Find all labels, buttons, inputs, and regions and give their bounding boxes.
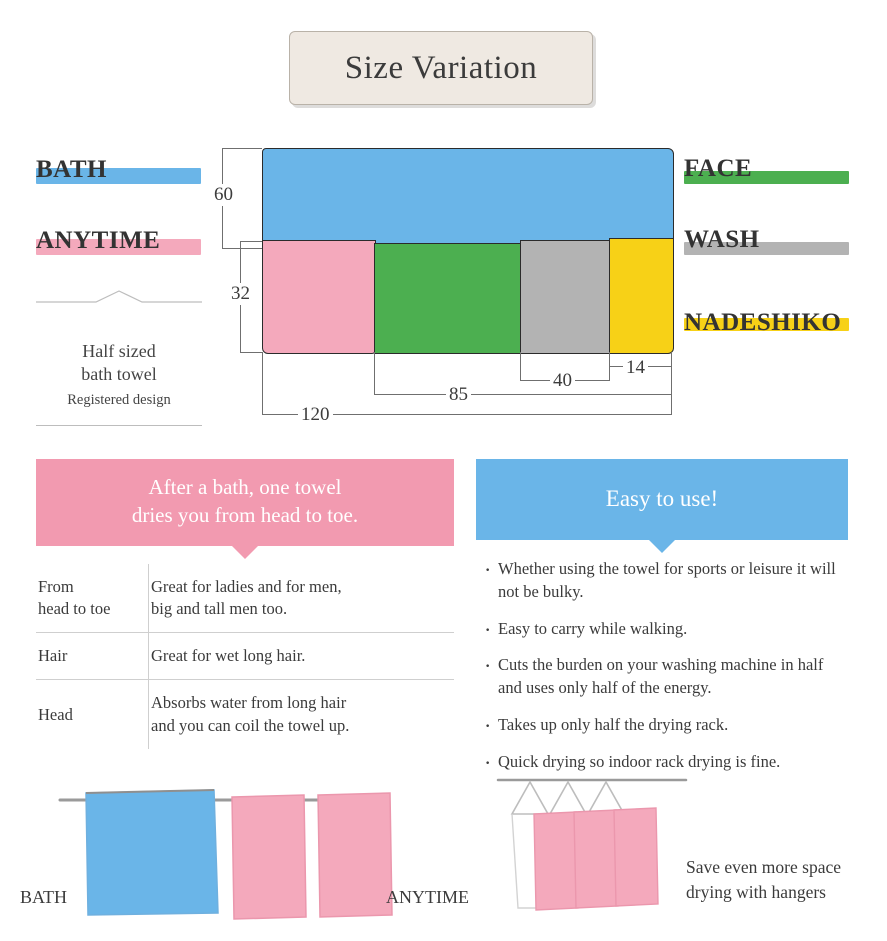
dim-value-40: 40	[550, 370, 575, 392]
towel-block-wash	[520, 240, 611, 354]
dim-value-14: 14	[623, 357, 648, 379]
panel-right-bullet-list	[476, 558, 848, 773]
dim-120-tick-left	[262, 352, 263, 414]
dim-value-85: 85	[446, 384, 471, 406]
list-item: · Takes up only half the drying rack.	[482, 714, 842, 737]
note-bottom-divider	[36, 425, 202, 426]
dim-85-tick-left	[374, 352, 375, 394]
note-line-2: bath towel	[81, 364, 157, 384]
panel-right-heading	[476, 459, 848, 540]
panel-right-heading-text: Easy to use!	[605, 486, 719, 511]
dim-vertical-32-tick-bottom	[240, 352, 262, 353]
note-line-3: Registered design	[67, 392, 171, 408]
row-key-line1: From	[38, 576, 74, 596]
towel-block-nadeshiko	[609, 238, 674, 354]
list-item: · Cuts the burden on your washing machine in half and uses only half of the energy.	[482, 654, 842, 700]
dim-40-tick-left	[520, 352, 521, 380]
panel-easy-to-use	[476, 459, 848, 787]
label-nadeshiko: NADESHIKO	[684, 309, 842, 336]
table-row	[36, 680, 454, 749]
dim-85-line	[374, 394, 672, 395]
dim-40-tick-right	[609, 352, 610, 380]
hanger-caption-line1: Save even more space	[686, 857, 841, 877]
label-anytime: ANYTIME	[36, 227, 161, 254]
panel-left-heading-line1: After a bath, one towel	[148, 475, 342, 499]
row-key-line1: Head	[38, 704, 73, 724]
towel-block-bath	[262, 148, 674, 250]
dim-120-tick-right	[671, 352, 672, 414]
row-value-line1: Absorbs water from long hair	[151, 693, 347, 713]
page-title-box	[289, 31, 593, 105]
panel-left-table	[36, 564, 454, 749]
row-value	[149, 564, 455, 633]
dim-value-60: 60	[211, 184, 236, 206]
row-value-line2: big and tall men too.	[151, 598, 288, 618]
towel-block-face	[374, 243, 522, 354]
row-value	[149, 680, 455, 749]
note-top-divider	[36, 288, 202, 306]
bottom-label-bath: BATH	[20, 887, 68, 907]
dim-value-32: 32	[228, 283, 253, 305]
dim-vertical-32-tick-top	[240, 241, 262, 242]
panel-left-heading	[36, 459, 454, 546]
row-key-line2: head to toe	[38, 598, 111, 618]
dim-vertical-60-tick-top	[222, 148, 262, 149]
row-key	[36, 564, 149, 633]
table-row	[36, 564, 454, 633]
row-key	[36, 633, 149, 680]
label-wash: WASH	[684, 226, 760, 253]
panel-after-bath	[36, 459, 454, 749]
row-value	[149, 633, 455, 680]
hanger-caption-line2: drying with hangers	[686, 882, 826, 903]
row-key	[36, 680, 149, 749]
list-item: · Easy to carry while walking.	[482, 618, 842, 641]
list-item: · Whether using the towel for sports or leisure it will not be bulky.	[482, 558, 842, 604]
note-line-1: Half sized	[82, 341, 156, 361]
list-item: · Quick drying so indoor rack drying is fine.	[482, 751, 842, 774]
label-face: FACE	[684, 155, 753, 182]
dim-vertical-60-tick-bottom	[222, 248, 262, 249]
table-row	[36, 633, 454, 680]
label-bath: BATH	[36, 156, 107, 183]
row-key-line1: Hair	[38, 646, 68, 666]
panel-left-tail	[231, 545, 259, 559]
bottom-label-anytime: ANYTIME	[386, 887, 469, 907]
towel-size-diagram	[206, 138, 676, 428]
panel-right-tail	[648, 539, 676, 553]
row-value-line1: Great for wet long hair.	[151, 646, 306, 666]
panel-left-heading-line2: dries you from head to toe.	[131, 503, 359, 528]
dim-value-120: 120	[298, 404, 333, 426]
row-value-line2: and you can coil the towel up.	[151, 715, 350, 735]
page-title: Size Variation	[344, 49, 538, 86]
hanger-caption	[686, 855, 882, 906]
illustration-towels-on-hangers	[490, 768, 690, 928]
towel-block-anytime	[262, 240, 376, 354]
row-value-line1: Great for ladies and for men,	[151, 576, 342, 596]
